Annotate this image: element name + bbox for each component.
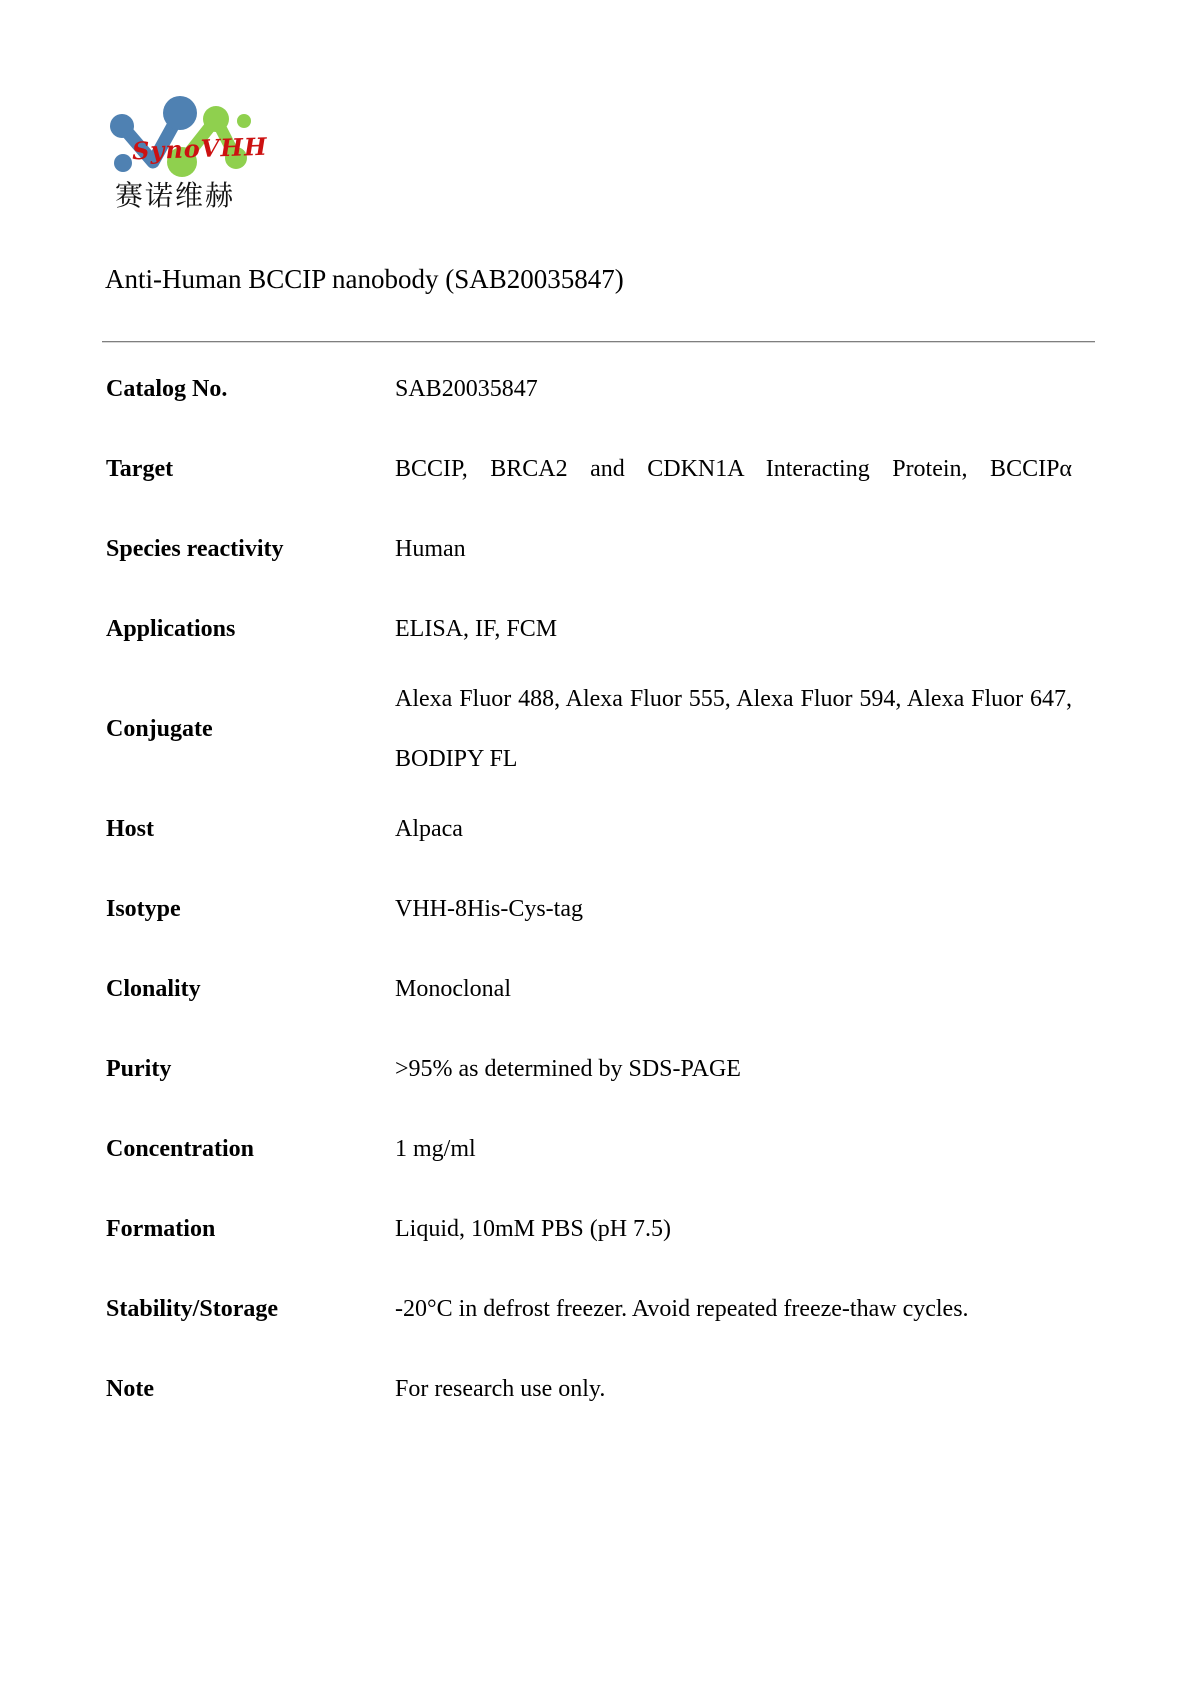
spec-label: Purity: [106, 1056, 172, 1082]
spec-value: SAB20035847: [395, 376, 538, 402]
spec-value: VHH-8His-Cys-tag: [395, 896, 583, 922]
logo-chinese-name: 赛诺维赫: [115, 179, 236, 212]
spec-row: [106, 869, 1072, 949]
spec-row: [106, 1189, 1072, 1269]
spec-row: [106, 589, 1072, 669]
spec-label: Conjugate: [106, 716, 213, 742]
spec-value: For research use only.: [395, 1376, 606, 1402]
spec-value: >95% as determined by SDS-PAGE: [395, 1056, 741, 1082]
spec-row: [106, 429, 1072, 509]
spec-label: Target: [106, 456, 174, 482]
spec-label: Stability/Storage: [106, 1296, 278, 1322]
spec-row: [106, 1109, 1072, 1189]
spec-value: Human: [395, 536, 466, 562]
page-title: Anti-Human BCCIP nanobody (SAB20035847): [105, 264, 624, 294]
spec-label: Species reactivity: [106, 536, 284, 562]
spec-row: [106, 669, 1072, 789]
spec-row: [106, 789, 1072, 869]
logo-brand-text: SynoVHH: [131, 131, 269, 166]
title-divider: [102, 341, 1095, 343]
spec-value: -20°C in defrost freezer. Avoid repeated freeze-thaw cycles.: [395, 1296, 969, 1322]
spec-value: Liquid, 10mM PBS (pH 7.5): [395, 1216, 672, 1242]
spec-value: BCCIP, BRCA2 and CDKN1A Interacting Protein, BCCIPα: [395, 456, 1072, 482]
spec-label: Host: [106, 816, 154, 842]
spec-value: Alpaca: [395, 816, 463, 842]
spec-label: Clonality: [106, 976, 201, 1002]
spec-label: Note: [106, 1376, 154, 1402]
spec-value: ELISA, IF, FCM: [395, 616, 558, 642]
spec-label: Concentration: [106, 1136, 254, 1162]
spec-row: [106, 1029, 1072, 1109]
spec-label: Isotype: [106, 896, 181, 922]
spec-table: [106, 349, 1072, 1429]
spec-row: [106, 1269, 1072, 1349]
spec-row: [106, 949, 1072, 1029]
spec-label: Formation: [106, 1216, 216, 1242]
spec-row: [106, 509, 1072, 589]
company-logo: [95, 88, 315, 218]
spec-row: [106, 349, 1072, 429]
spec-row: [106, 1349, 1072, 1429]
spec-value: 1 mg/ml: [395, 1136, 476, 1162]
spec-value: Monoclonal: [395, 976, 511, 1002]
spec-value: Alexa Fluor 488, Alexa Fluor 555, Alexa Fluor 594, Alexa Fluor 647, BODIPY FL: [395, 686, 1072, 772]
spec-label: Applications: [106, 616, 236, 642]
spec-label: Catalog No.: [106, 376, 228, 402]
